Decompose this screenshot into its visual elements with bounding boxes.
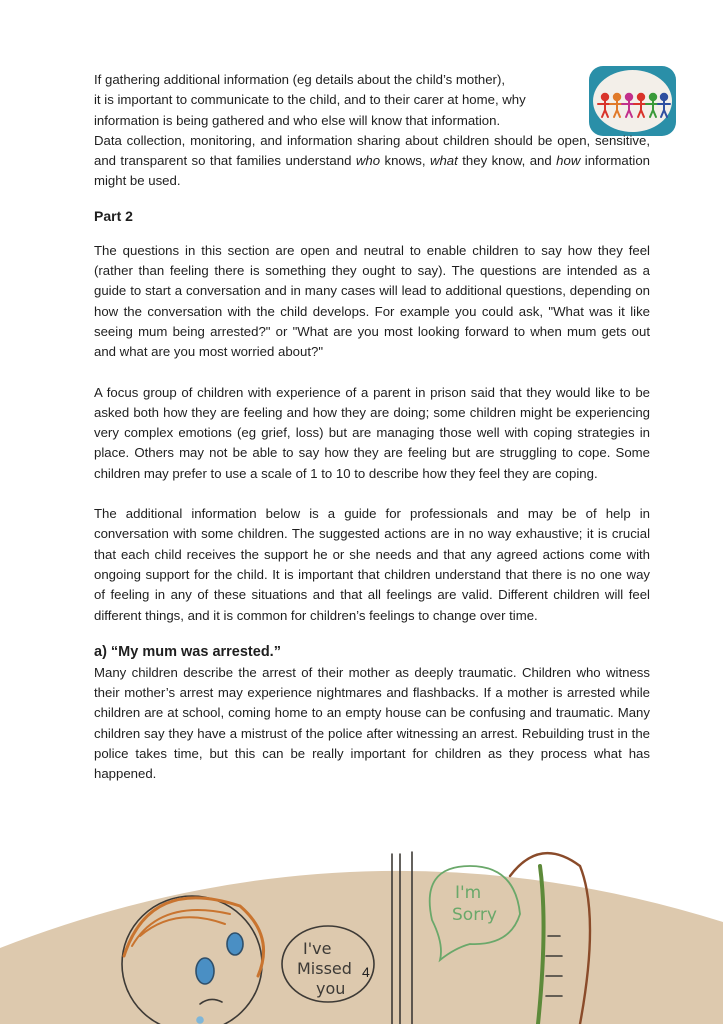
- emphasis-who: who: [355, 153, 381, 169]
- section-a-paragraph: Many children describe the arrest of their mother as deeply traumatic. Children who witness their mother’s arrest may experience nightmares and flashbacks. If a mother is arrested while children are at school, coming home to an empty house can be confusing and traumatic. Many children say they have a mistrust of the police after witnessing an arrest. Rebuilding trust in the police takes time, but this can be really important for children as they process what has happened.: [94, 664, 650, 782]
- bubble-left-line-3: you: [316, 979, 346, 998]
- data-collection-text-mid2: they know, and: [457, 153, 557, 169]
- bubble-right-line-1: I'm: [455, 883, 482, 903]
- bubble-left-line-2: Missed: [297, 959, 352, 978]
- document-body: [94, 70, 650, 785]
- child-eye-right: [227, 933, 243, 955]
- part-2-paragraph-2: A focus group of children with experience of a parent in prison said that they would like to be asked both how they are feeling and how they are doing; some children might be experiencing very complex emotions (eg grief, loss) but are managing those well with coping strategies in place. Others may not be able to say how they are feeling but are struggling to cope. Some children may prefer to use a scale of 1 to 10 to describe how they feel they are coping.: [94, 384, 650, 481]
- intro-line-3: information is being gathered and who else will know that information.: [94, 112, 501, 128]
- data-collection-text-end: information might be used.: [94, 153, 651, 189]
- data-collection-paragraph: [94, 131, 650, 192]
- emphasis-what: what: [429, 153, 458, 169]
- emphasis-how: how: [556, 153, 581, 169]
- part-2-heading: Part 2: [94, 207, 133, 224]
- child-drawing-illustration: [0, 836, 723, 1024]
- intro-line-2: it is important to communicate to the child, and to their carer at home, why: [94, 92, 526, 108]
- data-collection-text-start: Data collection, monitoring, and information sharing about children should be open, sensitive, and transparent so that families understand: [94, 132, 650, 169]
- child-eye-left: [196, 958, 214, 984]
- bubble-left-line-1: I've: [303, 939, 332, 958]
- page-number: 4: [362, 964, 370, 980]
- intro-line-1: If gathering additional information (eg details about the child’s mother),: [94, 72, 506, 87]
- part-2-paragraph-3: The additional information below is a guide for professionals and may be of help in conversation with some children. The suggested actions are in no way exhaustive; it is crucial that each child receives the support he or she needs and that any agreed actions come with ongoing support for the child. It is important that children understand that there is no one way of feeling in any of these situations and that all feelings are valid. Different children will feel different things, and it is common for children’s feelings to change over time.: [94, 506, 650, 623]
- paper-background: [0, 871, 723, 1024]
- bubble-right-line-2: Sorry: [452, 905, 497, 925]
- section-a-heading: a) “My mum was arrested.”: [94, 643, 281, 660]
- data-collection-text-mid1: knows,: [380, 153, 430, 169]
- part-2-paragraph-1: The questions in this section are open and neutral to enable children to say how they feel (rather than feeling there is something they ought to say). The questions are intended as a guide to start a conversation and in many cases will lead to additional questions, depending on how the conversation with the child develops. For example you could ask, "What was it like seeing mum being arrested?" or "What are you most looking forward to when mum gets out and what are you most worried about?": [94, 242, 650, 360]
